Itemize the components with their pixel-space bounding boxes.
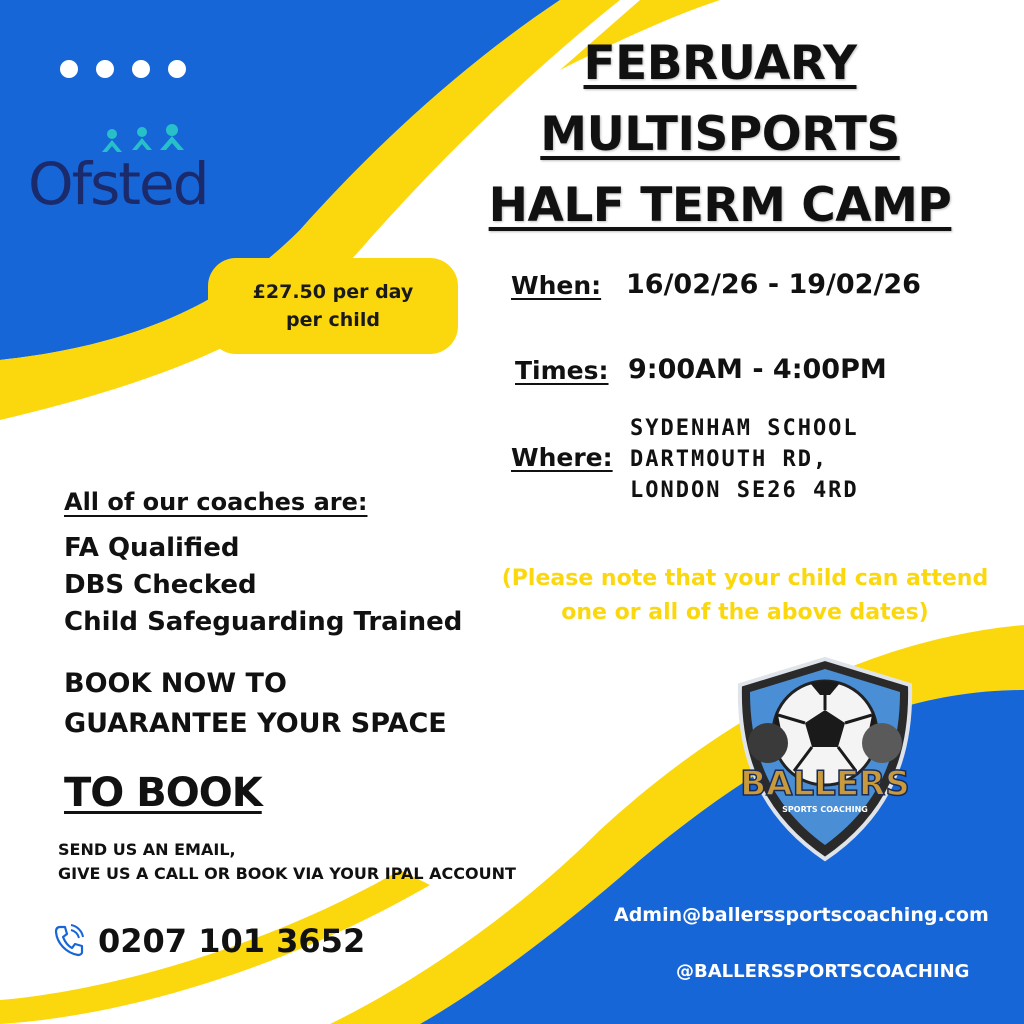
social-handle[interactable]: @BALLERSSPORTSCOACHING (676, 961, 970, 982)
booking-instructions (58, 838, 516, 886)
times-value: 9:00AM - 4:00PM (628, 354, 887, 385)
logo-tagline: SPORTS COACHING (782, 805, 868, 814)
title-line: FEBRUARY (583, 36, 857, 91)
dot (60, 60, 78, 78)
dot (132, 60, 150, 78)
coaches-list (64, 530, 462, 641)
page-title (450, 28, 990, 241)
address-line: DARTMOUTH RD, (630, 447, 829, 472)
to-book-heading: TO BOOK (64, 770, 262, 816)
where-label: Where: (511, 443, 613, 472)
where-row (511, 443, 613, 472)
ofsted-logo (26, 120, 226, 220)
address-line: LONDON SE26 4RD (630, 478, 859, 503)
times-label: Times: (515, 356, 609, 385)
dot (96, 60, 114, 78)
logo-wordmark: BALLERS (740, 764, 910, 804)
note-line: one or all of the above dates) (561, 600, 929, 625)
list-item: DBS Checked (64, 570, 257, 600)
where-address (630, 413, 859, 506)
instruction-line: SEND US AN EMAIL, (58, 840, 236, 859)
attendance-note (470, 562, 1020, 630)
title-line: HALF TERM CAMP (488, 178, 952, 233)
when-value: 16/02/26 - 19/02/26 (626, 269, 921, 300)
address-line: SYDENHAM SCHOOL (630, 416, 859, 441)
when-row (511, 271, 601, 300)
title-line: MULTISPORTS (540, 107, 900, 162)
instruction-line: GIVE US A CALL OR BOOK VIA YOUR IPAL ACCOUNT (58, 864, 516, 883)
when-label: When: (511, 271, 602, 300)
ofsted-wordmark: Ofsted (28, 150, 208, 218)
phone-number[interactable]: 0207 101 3652 (98, 922, 366, 960)
book-now-line: GUARANTEE YOUR SPACE (64, 708, 447, 739)
ballers-logo (730, 655, 920, 865)
price-line: £27.50 per day (252, 281, 414, 303)
book-now-line: BOOK NOW TO (64, 668, 287, 699)
phone-icon (52, 924, 84, 958)
coaches-heading: All of our coaches are: (64, 488, 368, 516)
list-item: FA Qualified (64, 533, 240, 563)
price-line: per child (286, 309, 380, 331)
dot (168, 60, 186, 78)
note-line: (Please note that your child can attend (501, 566, 989, 591)
phone-contact[interactable] (52, 922, 365, 960)
times-row (515, 356, 609, 385)
price-badge (208, 258, 458, 354)
email-link[interactable]: Admin@ballerssportscoaching.com (614, 904, 989, 926)
list-item: Child Safeguarding Trained (64, 607, 463, 637)
header-dots (60, 60, 186, 78)
book-now-callout (64, 664, 447, 744)
